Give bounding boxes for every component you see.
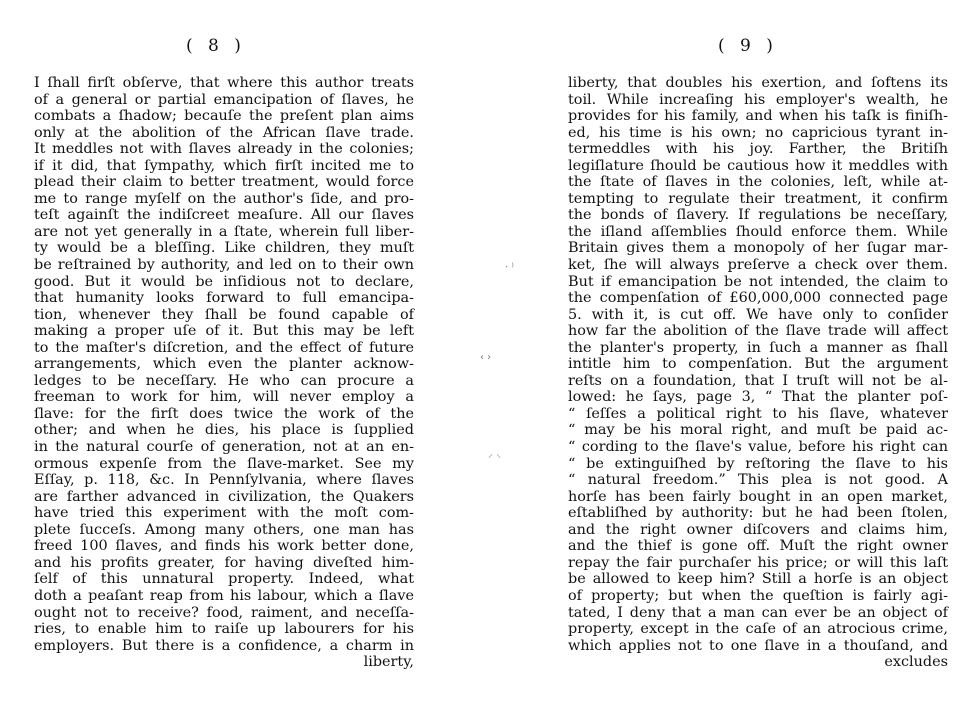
text-line: provides for his family, and when his taſk is finiſh- (568, 108, 948, 125)
text-line: ed, his time is his own; no capricious tyrant in- (568, 124, 948, 141)
catchword: liberty, (363, 654, 414, 671)
text-line: Eſſay, p. 118, &c. In Pennſylvania, where ſlaves (34, 472, 414, 489)
text-line: how far the abolition of the ſlave trade will affect (568, 323, 948, 340)
text-line: in the natural courſe of generation, not at an en- (34, 439, 414, 456)
text-line: which applies not to one ſlave in a thouſand, and (568, 637, 948, 654)
text-line: termeddles with his joy. Farther, the Britiſh (568, 141, 948, 158)
text-line: horſe has been fairly bought in an open market, (568, 488, 948, 505)
text-line: It meddles not with ſlaves already in the colonies; (34, 141, 414, 158)
page-number: ( 8 ) (186, 36, 246, 56)
text-line: 5. with it, is cut off. We have only to conſider (568, 306, 948, 323)
text-line: the iſland aſſemblies ſhould enforce them. While (568, 223, 948, 240)
text-line: lowed: he ſays, page 3, “ That the planter poſ- (568, 389, 948, 406)
text-line: “ natural freedom.” This plea is not good. A (568, 472, 948, 489)
text-line: arrangements, which even the planter acknow- (34, 356, 414, 373)
text-line: employers. But there is a confidence, a charm in (34, 637, 414, 654)
text-line: ket, ſhe will always preſerve a check over them. (568, 257, 948, 274)
text-line: “ be extinguiſhed by reſtoring the ſlave to his (568, 455, 948, 472)
text-line: freeman to work for him, will never employ a (34, 389, 414, 406)
text-line: repay the fair purchaſer his price; or will this laſt (568, 554, 948, 571)
text-line: reſts on a foundation, that I truſt will not be al- (568, 372, 948, 389)
text-line: liberty, that doubles his exertion, and ſoftens its (568, 75, 948, 91)
right-page (568, 0, 948, 709)
text-line: ormous expenſe from the ſlave-market. See my (34, 455, 414, 472)
text-line: only at the abolition of the African ſlave trade. (34, 124, 414, 141)
text-line: “ cording to the ſlave's value, before his right can (568, 439, 948, 456)
text-line: property, except in the caſe of an atrocious crime, (568, 621, 948, 638)
text-line: tion, whenever they ſhall be found capable of (34, 306, 414, 323)
text-line: me to range myſelf on the author's ſide, and pro- (34, 190, 414, 207)
body-text (568, 75, 948, 671)
text-line: to the maſter's diſcretion, and the effect of future (34, 339, 414, 356)
text-line: if it did, that ſympathy, which firſt incited me to (34, 157, 414, 174)
text-line: Britain gives them a monopoly of her ſugar mar- (568, 240, 948, 257)
text-line: ought not to receive? food, raiment, and neceſſa- (34, 604, 414, 621)
text-line: of a general or partial emancipation of ſlaves, he (34, 91, 414, 108)
text-line: making a proper uſe of it. But this may be left (34, 323, 414, 340)
body-text (34, 75, 414, 671)
text-line: be reſtrained by authority, and led on to their own (34, 257, 414, 274)
text-line: ries, to enable him to raiſe up labourers for his (34, 621, 414, 638)
text-line: are not yet generally in a ſtate, wherein full liber- (34, 223, 414, 240)
text-line: have tried this experiment with the moſt com- (34, 505, 414, 522)
text-line: ſlave: for the firſt does twice the work of the (34, 405, 414, 422)
text-line: the bonds of ſlavery. If regulations be neceſſary, (568, 207, 948, 224)
text-line: that humanity looks forward to full emancipa- (34, 290, 414, 307)
text-line: ſelf of this unnatural property. Indeed, what (34, 571, 414, 588)
text-line: of property; but when the queſtion is fairly agi- (568, 587, 948, 604)
text-line: tated, I deny that a man can ever be an object of (568, 604, 948, 621)
text-line: freed 100 ſlaves, and finds his work better done, (34, 538, 414, 555)
text-line: good. But it would be inſidious not to declare, (34, 273, 414, 290)
text-line: and the thief is gone off. Muſt the right owner (568, 538, 948, 555)
text-line: doth a peaſant reap from his labour, which a ſlave (34, 587, 414, 604)
text-line: ty would be a bleſſing. Like children, they muſt (34, 240, 414, 257)
text-line: plead their claim to better treatment, would force (34, 174, 414, 191)
text-line: and his profits greater, for having diveſted him- (34, 554, 414, 571)
text-line: combats a ſhadow; becauſe the preſent plan aims (34, 108, 414, 125)
text-line: intitle him to compenſation. But the argument (568, 356, 948, 373)
text-line: But if emancipation be not intended, the claim to (568, 273, 948, 290)
text-line: legiſlature ſhould be cautious how it meddles with (568, 157, 948, 174)
text-line: eſtabliſhed by authority: but he had been ſtolen, (568, 505, 948, 522)
left-page (34, 0, 414, 709)
text-line: and the right owner diſcovers and claims him, (568, 521, 948, 538)
text-line: tempting to regulate their treatment, it confirm (568, 190, 948, 207)
text-line: “ may be his moral right, and muſt be paid ac- (568, 422, 948, 439)
gutter-mark: ⋅ ⁾ (505, 262, 514, 273)
text-line: the ſtate of ſlaves in the colonies, leſt, while at- (568, 174, 948, 191)
page-number: ( 9 ) (718, 36, 778, 56)
text-line: the compenſation of £60,000,000 connected page (568, 290, 948, 307)
catchword: excludes (884, 654, 948, 671)
text-line: plete ſucceſs. Among many others, one man has (34, 521, 414, 538)
text-line: teſt againſt the indiſcreet meaſure. All our ſlaves (34, 207, 414, 224)
text-line: be allowed to keep him? Still a horſe is an object (568, 571, 948, 588)
text-line: ledges to be neceſſary. He who can procure a (34, 372, 414, 389)
gutter-mark: ‹ › (480, 352, 492, 363)
gutter-mark: ⸝ ⸜ (488, 449, 502, 460)
text-line: “ ſeſſes a political right to his ſlave, whatever (568, 405, 948, 422)
text-line: other; and when he dies, his place is ſupplied (34, 422, 414, 439)
text-line: are farther advanced in civilization, the Quakers (34, 488, 414, 505)
text-line: I ſhall firſt obſerve, that where this author treats (34, 75, 414, 91)
text-line: the planter's property, in ſuch a manner as ſhall (568, 339, 948, 356)
text-line: toil. While increaſing his employer's wealth, he (568, 91, 948, 108)
